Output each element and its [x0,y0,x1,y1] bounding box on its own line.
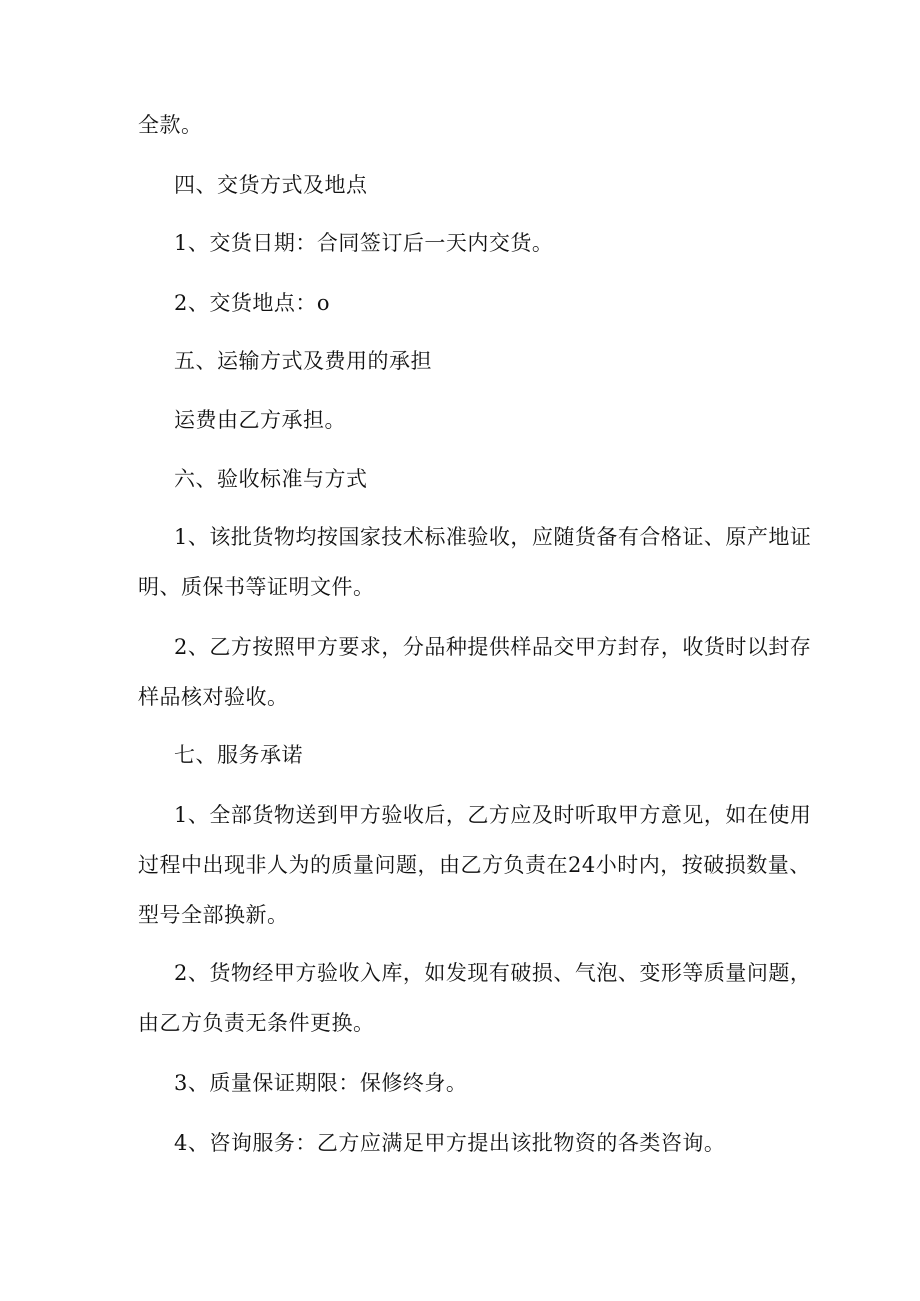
section-heading: 七、服务承诺 [174,743,303,767]
text-line: 4、咨询服务：乙方应满足甲方提出该批物资的各类咨询。 [174,1131,726,1155]
section-heading: 六、验收标准与方式 [174,467,368,491]
text-line: 3、质量保证期限：保修终身。 [174,1071,468,1095]
text-line: 2、货物经甲方验收入库，如发现有破损、气泡、变形等质量问题， [174,961,812,985]
section-heading: 五、运输方式及费用的承担 [174,349,432,373]
text-line: 2、乙方按照甲方要求，分品种提供样品交甲方封存，收货时以封存 [174,635,812,659]
text-line: 明、质保书等证明文件。 [138,575,375,599]
text-line: 过程中出现非人为的质量问题，由乙方负责在24小时内，按破损数量、 [138,853,811,877]
text-line: 运费由乙方承担。 [174,408,346,432]
text-line: 1、全部货物送到甲方验收后，乙方应及时听取甲方意见，如在使用 [174,803,812,827]
text-line: 样品核对验收。 [138,685,289,709]
text-line: 1、该批货物均按国家技术标准验收，应随货备有合格证、原产地证 [174,525,812,549]
text-line: 全款。 [138,113,203,137]
text-line: 1、交货日期：合同签订后一天内交货。 [174,231,554,255]
text-line: 型号全部换新。 [138,903,289,927]
section-heading: 四、交货方式及地点 [174,173,368,197]
text-line: 2、交货地点：o [174,291,331,315]
text-line: 由乙方负责无条件更换。 [138,1011,375,1035]
